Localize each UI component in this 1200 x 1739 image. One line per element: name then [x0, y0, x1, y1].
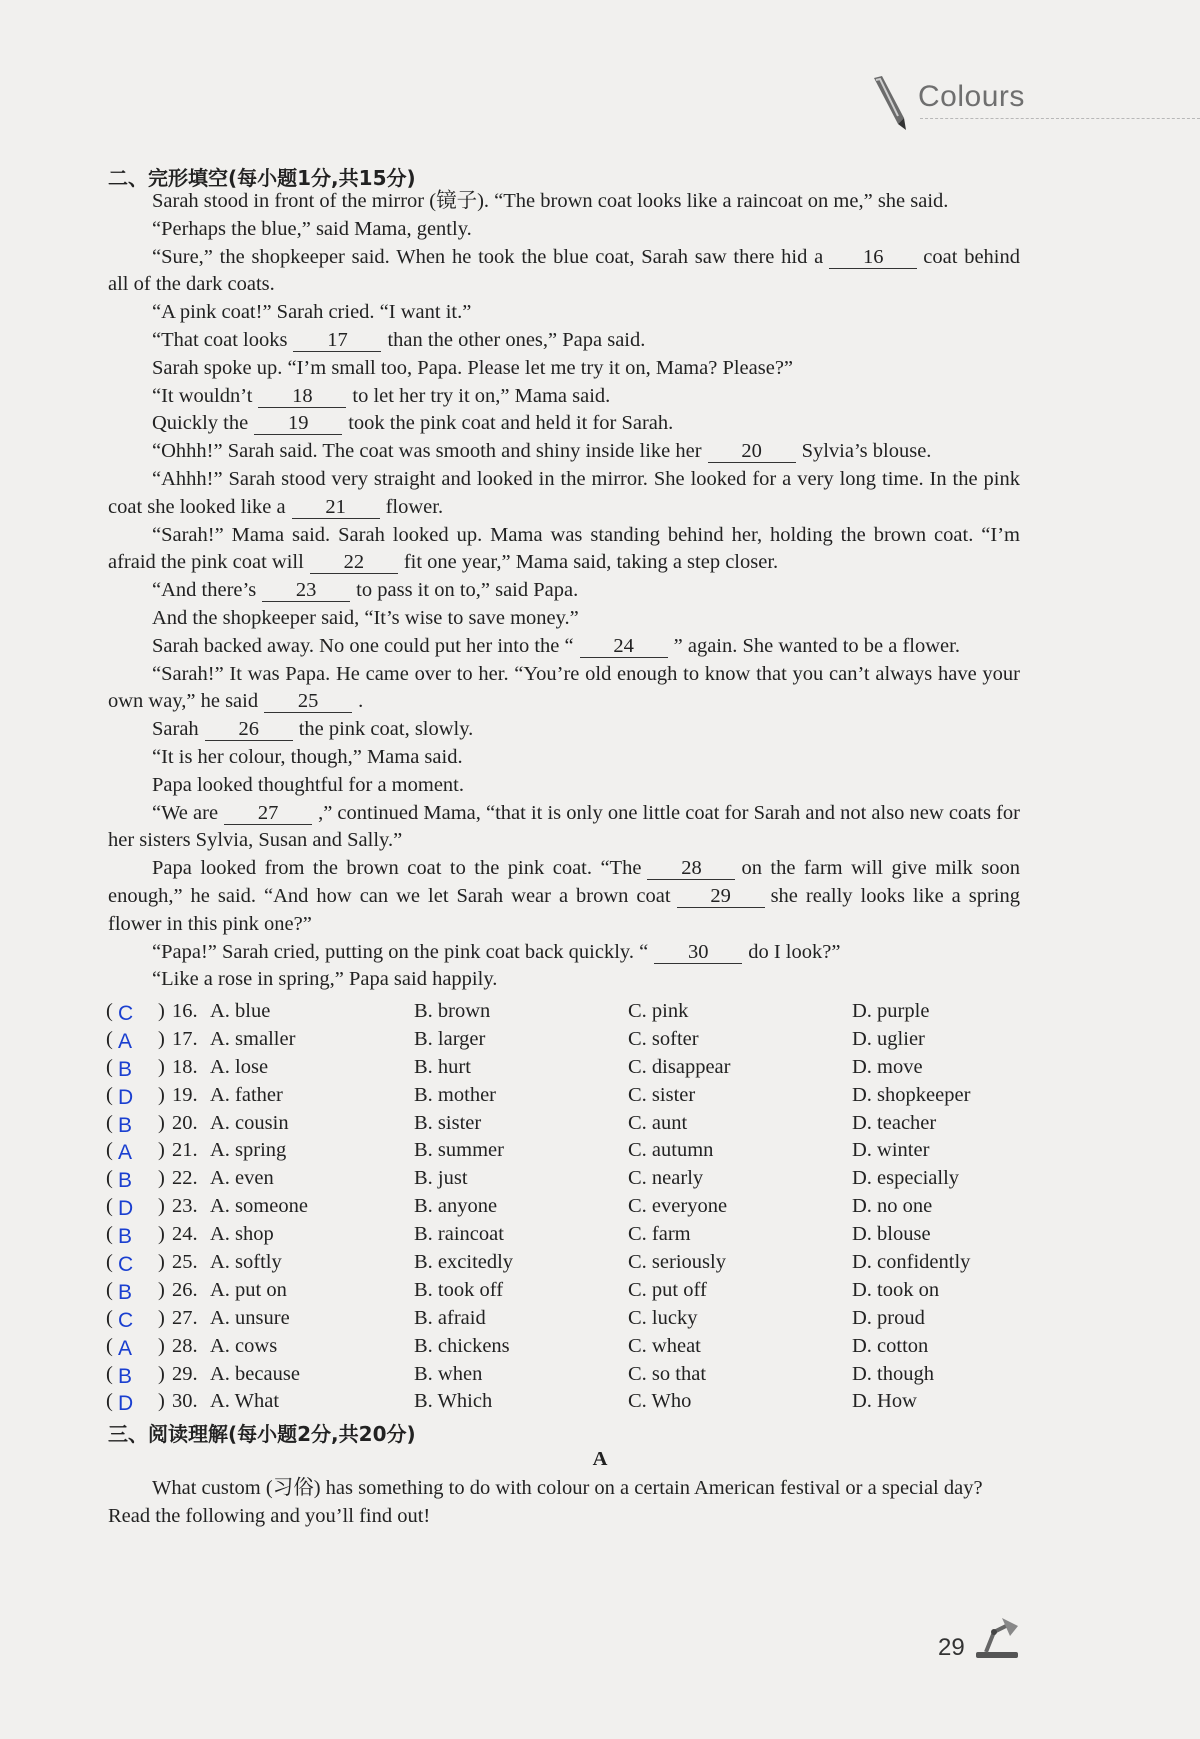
- handwritten-answer: B: [118, 1057, 133, 1081]
- option-d: D. blouse: [852, 1223, 931, 1246]
- handwritten-answer: D: [118, 1197, 134, 1221]
- passage-paragraph: [108, 438, 1020, 466]
- passage-paragraph: [108, 633, 1020, 661]
- blank-25: 25: [264, 690, 352, 713]
- paren-close: ): [158, 1111, 165, 1134]
- passage-text: “Sure,” the shopkeeper said. When he took the blue coat, Sarah saw there hid a: [152, 245, 824, 268]
- passage-text: “Papa!” Sarah cried, putting on the pink coat back quickly. “: [152, 940, 649, 963]
- paren-open: (: [106, 1083, 113, 1106]
- passage-text: she really looks like a spring flower in this pink one?”: [108, 884, 1020, 935]
- passage-text: the pink coat, slowly.: [298, 718, 474, 741]
- option-b: B. took off: [414, 1278, 504, 1301]
- paren-close: ): [158, 1195, 165, 1218]
- paren-close: ): [158, 1083, 165, 1106]
- question-number: 17.: [172, 1027, 198, 1050]
- passage-text: Sarah stood in front of the mirror (镜子). “The brown coat looks like a raincoat on me,” she said.: [152, 190, 949, 212]
- question-row: [106, 1139, 1026, 1167]
- option-b: B. summer: [414, 1139, 504, 1162]
- multiple-choice-options: [106, 1000, 1026, 1418]
- option-d: D. no one: [852, 1195, 933, 1218]
- question-row: [106, 1084, 1026, 1112]
- header-divider: [920, 118, 1200, 119]
- option-a: A. father: [210, 1083, 283, 1106]
- paren-close: ): [158, 1306, 165, 1329]
- option-a: A. smaller: [210, 1027, 296, 1050]
- paren-open: (: [106, 1362, 113, 1385]
- passage-paragraph: [108, 939, 1020, 967]
- paren-open: (: [106, 1278, 113, 1301]
- question-row: [106, 1223, 1026, 1251]
- option-b: B. sister: [414, 1111, 482, 1134]
- option-d: D. cotton: [852, 1334, 929, 1357]
- passage-paragraph: [108, 410, 1020, 438]
- question-row: [106, 1279, 1026, 1307]
- blank-26: 26: [205, 718, 293, 741]
- paren-close: ): [158, 1139, 165, 1162]
- blank-17: 17: [293, 329, 381, 352]
- chapter-title: Colours: [918, 80, 1025, 113]
- passage-text: Quickly the: [152, 412, 249, 435]
- option-a: A. put on: [210, 1278, 287, 1301]
- handwritten-answer: C: [118, 1002, 134, 1025]
- option-b: B. excitedly: [414, 1251, 514, 1274]
- passage-text: “Like a rose in spring,” Papa said happily.: [152, 968, 498, 991]
- option-c: C. put off: [628, 1278, 707, 1301]
- question-row: [106, 1112, 1026, 1140]
- option-d: D. uglier: [852, 1027, 925, 1050]
- option-b: B. just: [414, 1167, 468, 1190]
- passage-text: “Ahhh!” Sarah stood very straight and looked in the mirror. She looked for a very long time. In the pink coat she looked like a: [108, 467, 1020, 518]
- option-a: A. because: [210, 1362, 300, 1385]
- passage-text: “It is her colour, though,” Mama said.: [152, 745, 463, 768]
- passage-text: on the farm will give milk soon enough,” he said. “And how can we let Sarah wear a brown coat: [108, 857, 1020, 907]
- question-number: 29.: [172, 1362, 198, 1385]
- passage-text: to pass it on to,” said Papa.: [356, 579, 579, 602]
- paren-close: ): [158, 1000, 165, 1022]
- paren-close: ): [158, 1362, 165, 1385]
- option-a: A. unsure: [210, 1306, 290, 1329]
- paren-close: ): [158, 1223, 165, 1246]
- paren-close: ): [158, 1390, 165, 1413]
- passage-text: .: [358, 690, 364, 713]
- blank-27: 27: [224, 802, 312, 825]
- passage-text: “We are: [152, 801, 219, 824]
- option-d: D. took on: [852, 1278, 940, 1301]
- passage-paragraph: [108, 188, 1020, 216]
- section-2-title: 二、完形填空(每小题1分,共15分): [108, 166, 416, 190]
- passage-paragraph: [108, 355, 1020, 383]
- paren-close: ): [158, 1278, 165, 1301]
- option-c: C. autumn: [628, 1139, 714, 1162]
- option-b: B. hurt: [414, 1055, 471, 1078]
- option-d: D. How: [852, 1390, 917, 1413]
- option-c: C. seriously: [628, 1251, 726, 1274]
- passage-paragraph: [108, 327, 1020, 355]
- option-a: A. spring: [210, 1139, 287, 1162]
- question-row: [106, 1195, 1026, 1223]
- handwritten-answer: A: [118, 1336, 133, 1360]
- option-a: A. shop: [210, 1223, 274, 1246]
- paren-open: (: [106, 1167, 113, 1190]
- option-c: C. disappear: [628, 1055, 731, 1078]
- question-row: [106, 1307, 1026, 1335]
- option-a: A. someone: [210, 1195, 308, 1218]
- option-c: C. lucky: [628, 1306, 698, 1329]
- option-c: C. sister: [628, 1083, 696, 1106]
- question-row: [106, 1167, 1026, 1195]
- question-row: [106, 1363, 1026, 1391]
- passage-paragraph: [108, 383, 1020, 411]
- passage-text: ,” continued Mama, “that it is only one little coat for Sarah and not also new coats for her sisters Sylvia, Susan and Sally.”: [108, 801, 1020, 852]
- page-number: 29: [938, 1634, 965, 1661]
- handwritten-answer: D: [118, 1085, 134, 1109]
- option-d: D. purple: [852, 1000, 930, 1022]
- paren-open: (: [106, 1306, 113, 1329]
- question-number: 21.: [172, 1139, 198, 1162]
- passage-paragraph: [108, 966, 1020, 994]
- option-d: D. though: [852, 1362, 934, 1385]
- passage-text: do I look?”: [748, 940, 841, 963]
- passage-text: “That coat looks: [152, 328, 288, 351]
- handwritten-answer: C: [118, 1253, 134, 1277]
- option-c: C. softer: [628, 1027, 699, 1050]
- question-row: [106, 1056, 1026, 1084]
- passage-text: than the other ones,” Papa said.: [387, 328, 646, 351]
- question-row: [106, 1251, 1026, 1279]
- question-number: 23.: [172, 1195, 198, 1218]
- passage-text: “Perhaps the blue,” said Mama, gently.: [152, 217, 472, 240]
- paren-open: (: [106, 1027, 113, 1050]
- option-b: B. Which: [414, 1390, 493, 1413]
- paren-open: (: [106, 1390, 113, 1413]
- passage-paragraph: [108, 605, 1020, 633]
- question-number: 27.: [172, 1306, 198, 1329]
- option-c: C. wheat: [628, 1334, 701, 1357]
- question-row: [106, 1028, 1026, 1056]
- paren-open: (: [106, 1055, 113, 1078]
- cloze-passage: [108, 188, 1020, 994]
- handwritten-answer: B: [118, 1280, 133, 1304]
- paren-close: ): [158, 1055, 165, 1078]
- passage-paragraph: [108, 466, 1020, 522]
- option-c: C. pink: [628, 1000, 689, 1022]
- passage-text: “Sarah!” It was Papa. He came over to her. “You’re old enough to know that you can’t always have your own way,” he said: [108, 662, 1020, 713]
- passage-text: “It wouldn’t: [152, 384, 253, 407]
- option-b: B. brown: [414, 1000, 491, 1022]
- option-a: A. blue: [210, 1000, 271, 1022]
- option-c: C. farm: [628, 1223, 691, 1246]
- blank-23: 23: [262, 579, 350, 602]
- passage-paragraph: [108, 299, 1020, 327]
- option-a: A. softly: [210, 1251, 282, 1274]
- option-a: A. lose: [210, 1055, 269, 1078]
- page-header: [868, 74, 1198, 124]
- paren-open: (: [106, 1111, 113, 1134]
- passage-paragraph: [108, 216, 1020, 244]
- option-b: B. mother: [414, 1083, 496, 1106]
- option-d: D. teacher: [852, 1111, 937, 1134]
- section-3-title: 三、阅读理解(每小题2分,共20分): [108, 1422, 416, 1446]
- question-number: 16.: [172, 1000, 198, 1022]
- question-number: 22.: [172, 1167, 198, 1190]
- option-d: D. confidently: [852, 1251, 971, 1274]
- option-c: C. so that: [628, 1362, 707, 1385]
- desk-lamp-icon: [972, 1612, 1024, 1660]
- question-row: [106, 1335, 1026, 1363]
- passage-text: Sarah backed away. No one could put her into the “: [152, 634, 574, 657]
- passage-paragraph: [108, 716, 1020, 744]
- passage-paragraph: [108, 744, 1020, 772]
- blank-21: 21: [292, 496, 380, 519]
- passage-text: “Ohhh!” Sarah said. The coat was smooth and shiny inside like her: [152, 440, 702, 463]
- pen-icon: [868, 74, 912, 132]
- passage-text: to let her try it on,” Mama said.: [352, 384, 611, 407]
- paren-close: ): [158, 1027, 165, 1050]
- passage-paragraph: [108, 577, 1020, 605]
- option-d: D. shopkeeper: [852, 1083, 971, 1106]
- question-row: [106, 1390, 1026, 1418]
- passage-text: “Sarah!” Mama said. Sarah looked up. Mama was standing behind her, holding the brown coat. “I’m afraid the pink coat will: [108, 523, 1020, 574]
- paren-open: (: [106, 1251, 113, 1274]
- question-number: 25.: [172, 1251, 198, 1274]
- passage-text: flower.: [385, 495, 444, 518]
- question-number: 18.: [172, 1055, 198, 1078]
- blank-29: 29: [677, 885, 765, 908]
- handwritten-answer: B: [118, 1113, 133, 1137]
- option-c: C. everyone: [628, 1195, 728, 1218]
- option-b: B. chickens: [414, 1334, 510, 1357]
- passage-text: “And there’s: [152, 579, 257, 602]
- paren-open: (: [106, 1334, 113, 1357]
- passage-paragraph: [108, 800, 1020, 856]
- option-b: B. afraid: [414, 1306, 486, 1329]
- paren-open: (: [106, 1139, 113, 1162]
- passage-text: And the shopkeeper said, “It’s wise to save money.”: [152, 606, 579, 629]
- passage-paragraph: [108, 661, 1020, 717]
- passage-text: Sylvia’s blouse.: [801, 440, 932, 463]
- paren-close: ): [158, 1251, 165, 1274]
- blank-22: 22: [310, 551, 398, 574]
- passage-paragraph: [108, 244, 1020, 300]
- blank-30: 30: [654, 941, 742, 964]
- blank-18: 18: [258, 385, 346, 408]
- handwritten-answer: A: [118, 1029, 133, 1053]
- question-number: 28.: [172, 1334, 198, 1357]
- passage-text: Sarah: [152, 718, 199, 741]
- handwritten-answer: B: [118, 1169, 133, 1193]
- option-d: D. winter: [852, 1139, 930, 1162]
- option-c: C. Who: [628, 1390, 692, 1413]
- question-number: 24.: [172, 1223, 198, 1246]
- option-c: C. aunt: [628, 1111, 688, 1134]
- question-row: [106, 1000, 1026, 1028]
- passage-text: “A pink coat!” Sarah cried. “I want it.”: [152, 301, 472, 324]
- question-number: 30.: [172, 1390, 198, 1413]
- paren-open: (: [106, 1195, 113, 1218]
- reading-intro: [108, 1475, 1020, 1531]
- passage-text: took the pink coat and held it for Sarah.: [348, 412, 674, 435]
- option-a: A. even: [210, 1167, 274, 1190]
- passage-paragraph: [108, 522, 1020, 578]
- blank-20: 20: [708, 440, 796, 463]
- passage-text: Sarah spoke up. “I’m small too, Papa. Please let me try it on, Mama? Please?”: [152, 356, 794, 379]
- blank-16: 16: [829, 246, 917, 269]
- passage-text: coat behind all of the dark coats.: [108, 245, 1020, 296]
- blank-28: 28: [647, 857, 735, 880]
- paren-close: ): [158, 1167, 165, 1190]
- paren-open: (: [106, 1223, 113, 1246]
- handwritten-answer: B: [118, 1364, 133, 1388]
- option-b: B. larger: [414, 1027, 486, 1050]
- option-d: D. move: [852, 1055, 923, 1078]
- handwritten-answer: B: [118, 1225, 133, 1249]
- passage-text: Papa looked from the brown coat to the pink coat. “The: [152, 857, 642, 880]
- handwritten-answer: C: [118, 1308, 134, 1332]
- option-d: D. especially: [852, 1167, 960, 1190]
- option-b: B. anyone: [414, 1195, 498, 1218]
- passage-paragraph: [108, 772, 1020, 800]
- blank-19: 19: [254, 412, 342, 435]
- question-number: 19.: [172, 1083, 198, 1106]
- passage-text: Papa looked thoughtful for a moment.: [152, 773, 464, 796]
- option-b: B. raincoat: [414, 1223, 504, 1246]
- passage-text: ” again. She wanted to be a flower.: [673, 634, 960, 657]
- option-c: C. nearly: [628, 1167, 704, 1190]
- blank-24: 24: [580, 635, 668, 658]
- handwritten-answer: D: [118, 1392, 134, 1416]
- option-a: A. cousin: [210, 1111, 289, 1134]
- passage-text: fit one year,” Mama said, taking a step closer.: [403, 551, 779, 574]
- passage-paragraph: [108, 855, 1020, 938]
- question-number: 20.: [172, 1111, 198, 1134]
- handwritten-answer: A: [118, 1141, 133, 1165]
- option-a: A. What: [210, 1390, 280, 1413]
- reading-intro-text: What custom (习俗) has something to do with colour on a certain American festival or a special day? Read the following and you’ll find out!: [108, 1477, 983, 1527]
- option-b: B. when: [414, 1362, 483, 1385]
- option-a: A. cows: [210, 1334, 278, 1357]
- reading-part-label: A: [592, 1448, 608, 1470]
- option-d: D. proud: [852, 1306, 925, 1329]
- question-number: 26.: [172, 1278, 198, 1301]
- paren-close: ): [158, 1334, 165, 1357]
- paren-open: (: [106, 1000, 113, 1022]
